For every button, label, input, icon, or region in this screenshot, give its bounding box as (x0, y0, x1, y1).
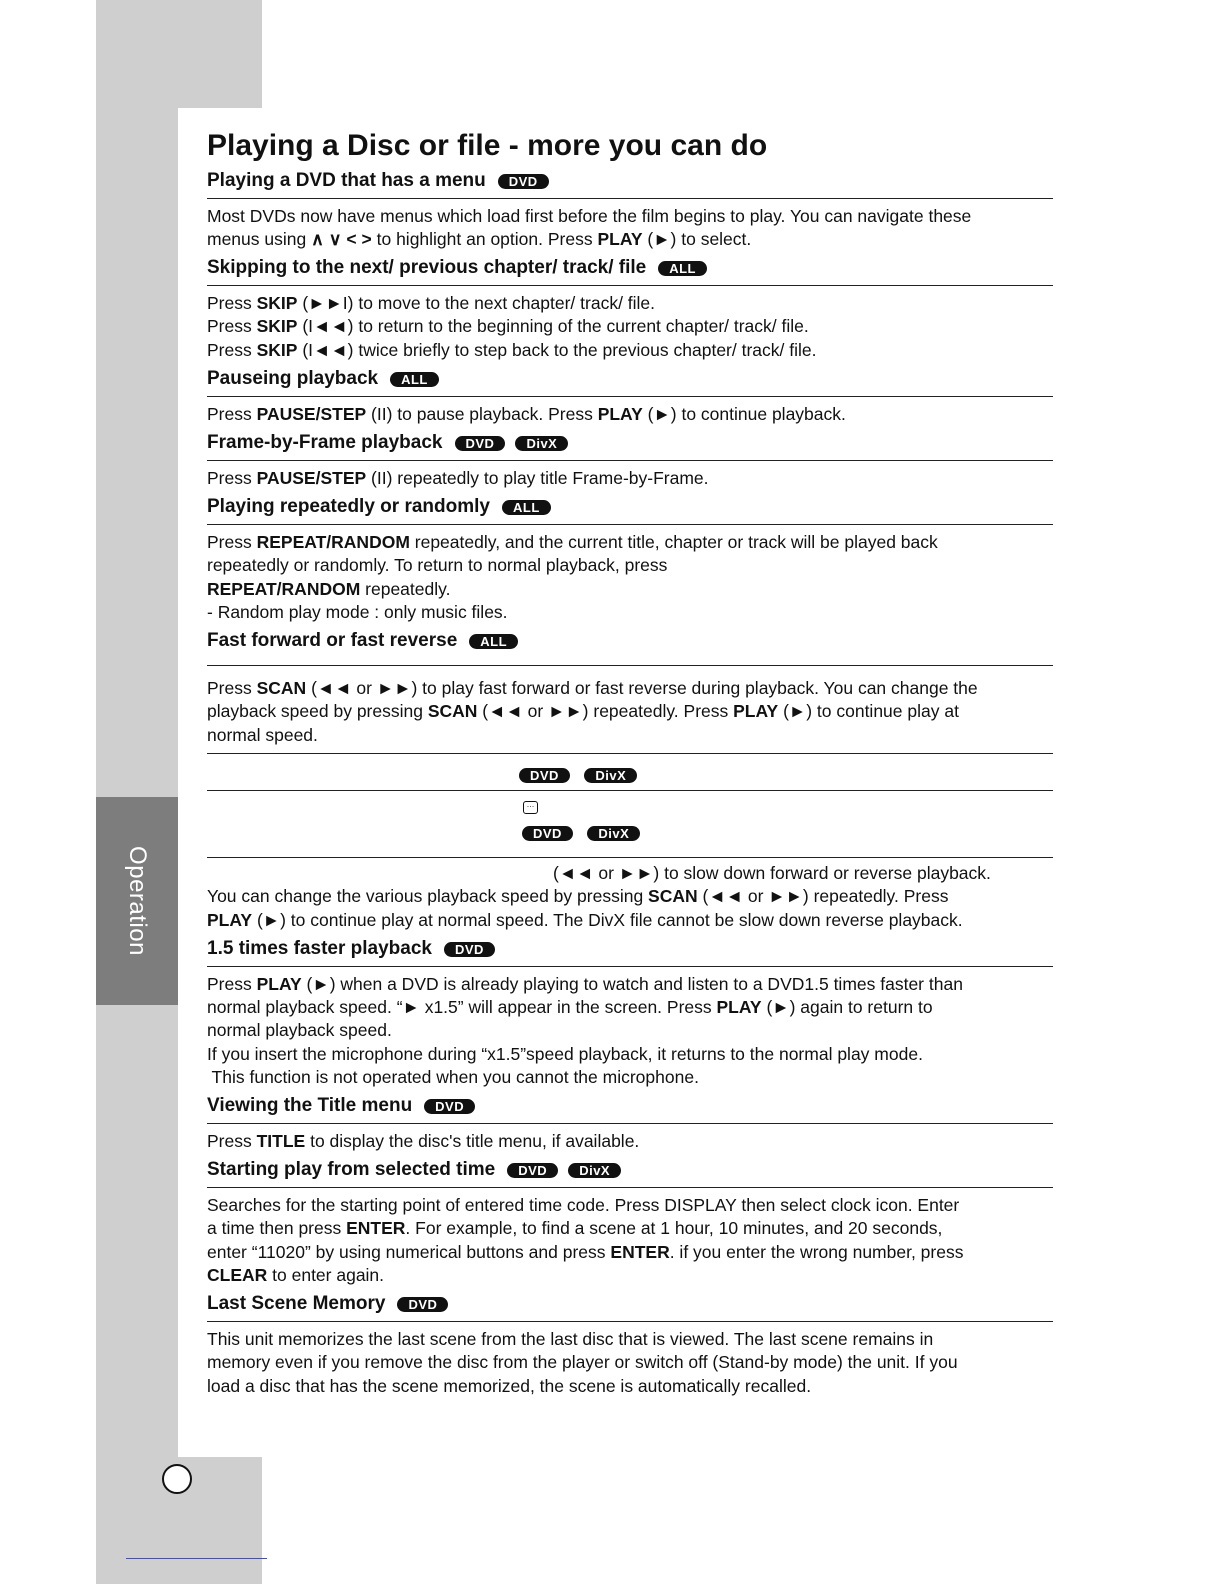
disc-badge: DVD (507, 1163, 558, 1178)
text-run: Press (207, 973, 257, 994)
text-line (207, 315, 1053, 338)
section-pause (207, 368, 1053, 432)
heading-text: Frame-by-Frame playback (207, 432, 443, 454)
text-run: (I◄◄) twice briefly to step back to the previous chapter/ track/ file. (297, 339, 817, 360)
key-name: PLAY (256, 973, 302, 994)
text-line: Most DVDs now have menus which load first before the film begins to play. You can navigate these (207, 205, 972, 226)
disc-badge: DVD (424, 1099, 475, 1114)
disc-badge: DVD (444, 942, 495, 957)
text-run: (►) when a DVD is already playing to watch and listen to a DVD1.5 times faster than (301, 973, 963, 994)
section-heading (207, 496, 1053, 525)
key-name: SCAN (648, 886, 698, 907)
text-run: Press (207, 339, 257, 360)
text-run: (◄◄ or ►►) repeatedly. Press (697, 886, 949, 907)
text-run: to display the disc's title menu, if available. (305, 1130, 640, 1151)
text-run: Press (207, 1130, 257, 1151)
key-name: REPEAT/RANDOM (256, 532, 410, 553)
text-line: normal speed. (207, 724, 318, 745)
badge-row (207, 821, 1053, 858)
text-line (207, 228, 1053, 251)
disc-badge: DVD (498, 174, 549, 189)
key-name: PLAY (716, 996, 762, 1017)
page-content (207, 128, 1053, 1404)
key-name: SKIP (256, 316, 298, 337)
text-line (207, 996, 1053, 1019)
key-name: SCAN (256, 678, 307, 699)
text-run: Press (207, 532, 257, 553)
text-run: to enter again. (267, 1264, 385, 1285)
text-line (207, 700, 1053, 723)
text-run: playback speed by pressing (207, 701, 428, 722)
text-line: (◄◄ or ►►) to slow down forward or reverse playback. (553, 862, 991, 883)
text-line: This function is not operated when you cannot the microphone. (207, 1066, 699, 1087)
disc-badge: DVD (522, 826, 573, 841)
text-line: load a disc that has the scene memorized, the scene is automatically recalled. (207, 1375, 812, 1396)
heading-text: Playing repeatedly or randomly (207, 496, 490, 518)
text-run: You can change the various playback speed by pressing (207, 886, 649, 907)
disc-badge: ALL (502, 500, 551, 515)
text-run: repeatedly, and the current title, chapter or track will be played back (409, 532, 938, 553)
text-run: Press (207, 678, 257, 699)
key-name: PAUSE/STEP (256, 467, 367, 488)
section-body (207, 1124, 1053, 1159)
section-selected-time (207, 1159, 1053, 1293)
text-line (207, 1217, 1053, 1240)
text-run: repeatedly. (360, 578, 451, 599)
text-line (207, 973, 1053, 996)
heading-text: Last Scene Memory (207, 1293, 386, 1315)
text-run: . For example, to find a scene at 1 hour, 10 minutes, and 20 seconds, (405, 1218, 943, 1239)
text-run: (►) to select. (642, 229, 752, 250)
section-body (207, 967, 1053, 1095)
key-name: TITLE (256, 1130, 306, 1151)
badge-row (207, 754, 1053, 791)
text-run: . if you enter the wrong number, press (669, 1241, 964, 1262)
disc-badge: ALL (390, 372, 439, 387)
section-body (207, 525, 1053, 630)
section-heading (207, 432, 1053, 461)
section-heading (207, 938, 1053, 967)
page-title: Playing a Disc or file - more you can do (207, 129, 768, 162)
text-line: If you insert the microphone during “x1.5”speed playback, it returns to the normal play mode. (207, 1043, 923, 1064)
key-name: SKIP (256, 293, 298, 314)
text-line (207, 885, 1053, 908)
text-run: menus using (207, 229, 312, 250)
text-run: a time then press (207, 1218, 347, 1239)
section-heading (207, 368, 1053, 397)
section-fast-scan (207, 630, 1053, 753)
key-name: REPEAT/RANDOM (207, 578, 361, 599)
text-run: (II) repeatedly to play title Frame-by-Frame. (366, 467, 709, 488)
disc-badge: DivX (584, 768, 637, 783)
text-run: (►) to continue play at normal speed. The DivX file cannot be slow down reverse playback. (252, 909, 963, 930)
section-body (207, 397, 1053, 432)
text-run: (I◄◄) to return to the beginning of the current chapter/ track/ file. (297, 316, 809, 337)
section-body (207, 858, 1053, 938)
section-body (207, 199, 1053, 258)
arrow-keys: ∧ ∨ < > (311, 229, 372, 250)
footer-rule (126, 1558, 267, 1559)
text-line (207, 677, 1053, 700)
text-run: (◄◄ or ►►) repeatedly. Press (477, 701, 734, 722)
text-run: (II) to pause playback. Press (366, 403, 598, 424)
text-run: (►) to continue play at (778, 701, 959, 722)
page-number-circle (162, 1464, 192, 1494)
margin-band-top (96, 0, 262, 108)
section-faster-playback (207, 938, 1053, 1095)
key-name: PLAY (597, 403, 643, 424)
text-run: Press (207, 403, 257, 424)
section-last-scene-memory (207, 1293, 1053, 1404)
section-heading (207, 1159, 1053, 1188)
key-name: ENTER (610, 1241, 670, 1262)
disc-badge: ALL (469, 634, 518, 649)
icon-row (207, 791, 1053, 821)
text-line (207, 339, 1053, 362)
section-heading (207, 170, 1053, 199)
text-line: Searches for the starting point of entered time code. Press DISPLAY then select clock icon. Enter (207, 1195, 960, 1215)
key-name: ENTER (346, 1218, 406, 1239)
text-line (207, 467, 1053, 490)
text-run: Press (207, 467, 257, 488)
text-line: repeatedly or randomly. To return to normal playback, press (207, 555, 668, 576)
disc-badge: ALL (658, 261, 707, 276)
section-body (207, 666, 1053, 753)
disc-badge: DVD (519, 768, 570, 783)
text-run: normal playback speed. “► x1.5” will appear in the screen. Press (207, 996, 717, 1017)
section-title-menu (207, 1095, 1053, 1159)
badge-group (510, 825, 640, 843)
text-line (207, 403, 1053, 426)
section-heading (207, 1095, 1053, 1124)
subtitle-icon: … (523, 801, 538, 814)
text-run: Press (207, 293, 257, 314)
section-heading (207, 1293, 1053, 1322)
key-name: PLAY (207, 909, 253, 930)
disc-badge: DVD (455, 436, 506, 451)
key-name: SKIP (256, 339, 298, 360)
text-line: memory even if you remove the disc from the player or switch off (Stand-by mode) the unit. If you (207, 1352, 958, 1373)
section-body (207, 461, 1053, 496)
heading-text: Playing a DVD that has a menu (207, 170, 486, 191)
section-frame-by-frame (207, 432, 1053, 496)
text-line (207, 578, 1053, 601)
key-name: CLEAR (207, 1264, 268, 1285)
heading-text: 1.5 times faster playback (207, 937, 432, 959)
section-heading (207, 630, 1053, 666)
text-run: Press (207, 316, 257, 337)
disc-badge: DivX (568, 1163, 621, 1178)
section-repeat-random (207, 496, 1053, 630)
text-run: (►) to continue playback. (642, 403, 846, 424)
section-dvd-menu (207, 170, 1053, 257)
text-line: This unit memorizes the last scene from the last disc that is viewed. The last scene remains in (207, 1328, 934, 1349)
section-body (207, 1188, 1053, 1293)
text-line: - Random play mode : only music files. (207, 601, 508, 622)
text-run: (►) again to return to (761, 996, 933, 1017)
section-body (207, 1322, 1053, 1404)
heading-text: Starting play from selected time (207, 1159, 496, 1181)
key-name: PLAY (733, 701, 779, 722)
text-run: enter “11020” by using numerical buttons and press (207, 1241, 611, 1262)
text-line (207, 292, 1053, 315)
badge-group (507, 767, 637, 785)
disc-badge: DivX (587, 826, 640, 841)
key-name: PLAY (597, 229, 643, 250)
disc-badge: DVD (397, 1297, 448, 1312)
text-run: (◄◄ or ►►) to play fast forward or fast reverse during playback. You can change the (306, 678, 978, 699)
text-run: (►►I) to move to the next chapter/ track/ file. (297, 293, 656, 314)
section-body (207, 286, 1053, 368)
key-name: SCAN (427, 701, 478, 722)
heading-text: Viewing the Title menu (207, 1095, 413, 1117)
text-line (207, 1130, 1053, 1153)
section-skip (207, 257, 1053, 368)
disc-badge: DivX (515, 436, 568, 451)
heading-text: Skipping to the next/ previous chapter/ track/ file (207, 257, 647, 279)
text-line: normal playback speed. (207, 1020, 392, 1041)
heading-text: Pauseing playback (207, 368, 379, 390)
text-line (207, 1264, 1053, 1287)
heading-text: Fast forward or fast reverse (207, 630, 458, 652)
section-tab-label: Operation (124, 846, 151, 956)
section-heading (207, 257, 1053, 286)
text-line (207, 909, 1053, 932)
key-name: PAUSE/STEP (256, 403, 367, 424)
text-line (207, 1241, 1053, 1264)
text-line (207, 531, 1053, 554)
section-slow-motion (207, 753, 1053, 938)
text-run: to highlight an option. Press (371, 229, 598, 250)
